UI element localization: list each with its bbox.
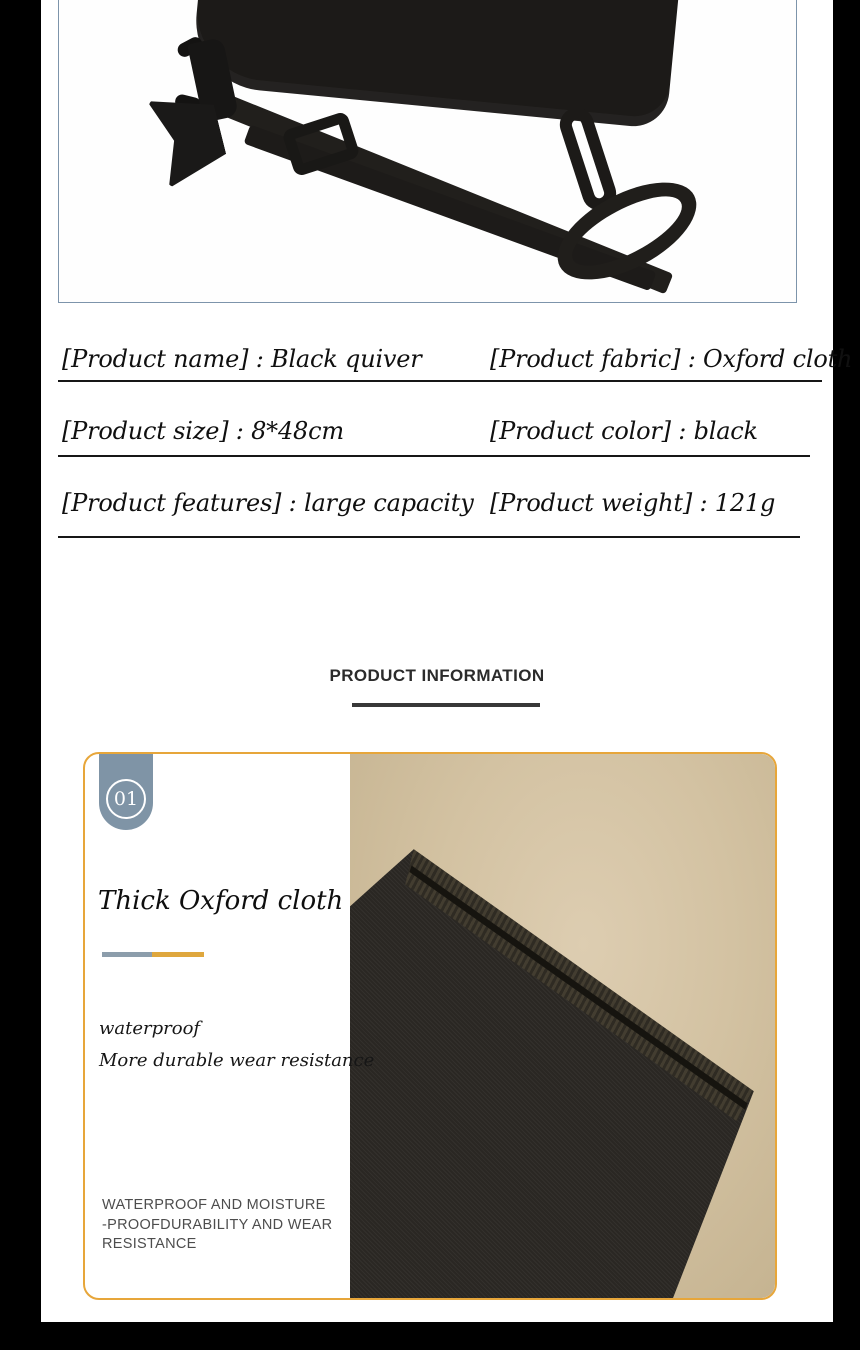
caption-line-1: WATERPROOF AND MOISTURE xyxy=(102,1197,326,1213)
feature-number: 01 xyxy=(113,788,139,810)
divider-gray-segment xyxy=(102,952,152,957)
spec-product-features: [Product features] : large capacity xyxy=(62,489,474,517)
divider-yellow-segment xyxy=(152,952,204,957)
section-title-underline xyxy=(352,703,540,707)
spec-product-color: [Product color] : black xyxy=(490,417,758,445)
content-panel xyxy=(41,0,853,1322)
feature-caption xyxy=(102,1196,332,1255)
section-title: PRODUCT INFORMATION xyxy=(329,666,545,685)
spec-divider-line xyxy=(58,536,800,538)
spec-product-size: [Product size] : 8*48cm xyxy=(62,417,344,445)
spec-row-size-color xyxy=(62,417,822,445)
fabric-closeup-photo xyxy=(350,754,775,1298)
spec-divider-line xyxy=(58,380,822,382)
feature-point-durable: More durable wear resistance xyxy=(99,1050,375,1071)
feature-number-circle xyxy=(106,779,146,819)
spec-product-weight: [Product weight] : 121g xyxy=(490,489,776,517)
section-header xyxy=(41,666,833,686)
spec-row-name-fabric xyxy=(62,345,853,373)
fabric-corner-shape xyxy=(350,754,775,1298)
feature-divider xyxy=(102,952,204,957)
spec-row-features-weight xyxy=(62,489,822,517)
feature-title: Thick Oxford cloth xyxy=(98,886,344,916)
spec-divider-line xyxy=(58,455,810,457)
spec-product-fabric: [Product fabric] : Oxford cloth xyxy=(490,345,853,373)
caption-line-3: RESISTANCE xyxy=(102,1236,197,1252)
hero-product-photo xyxy=(58,0,797,303)
spec-product-name: [Product name] : Black quiver xyxy=(62,345,422,373)
caption-line-2: -PROOFDURABILITY AND WEAR xyxy=(102,1216,333,1233)
feature-number-badge xyxy=(99,754,153,830)
feature-point-waterproof: waterproof xyxy=(99,1018,201,1039)
feature-card xyxy=(83,752,777,1300)
